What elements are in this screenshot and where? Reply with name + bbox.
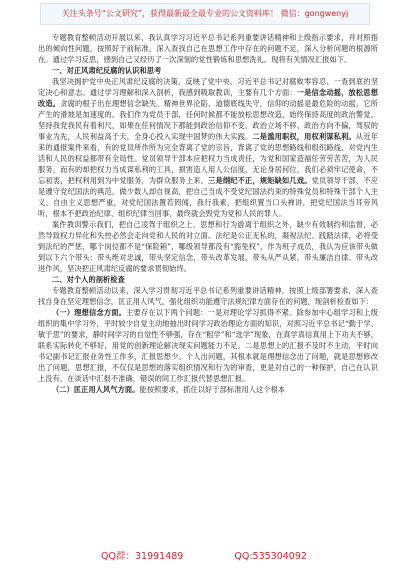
bold-phrase: 二是滥用职权，用权利谋私利。 <box>252 132 356 141</box>
intro-paragraph: 专题教育整顿活动开展以来，我认真学习习近平总书记系列重要讲话精神和上级指示要求，并对照指出的倾向性问题，按照好于前标准，深入查找自己在思想工作中存在的问题不足，深入分析问题的根源所在。通过学习反思，感到自己又经历了一次深刻的党性锻炼和思想洗礼。现将有关情况汇报如下。 <box>38 33 378 64</box>
section-heading-1: 一、对正风肃纪反腐的认识和思考 <box>52 66 162 75</box>
footer-qq-group: QQ群：31991489 <box>101 551 184 562</box>
header-banner[interactable] <box>40 3 370 25</box>
paragraph-belief <box>38 307 378 384</box>
section-heading-2: 二、对个人的剖析检查 <box>52 275 125 284</box>
paragraph-employment <box>38 384 378 395</box>
paragraph-text: 党员领导干部，不应是遵守党纪国法的典范，做少数人却自视高，把自己当成不受党纪国法约束的特殊党员和特殊干部个人主义、自由主义思想严重，对党纪国法置若罔闻，我行我素，把组织置当口头禅讲，把党纪国法当耳旁风听，根本不把政治纪律、组织纪律当回事，最终就会毁党为党和人民的罪人。 <box>38 176 379 218</box>
bold-phrase: 规矩缺如几戏。 <box>259 176 312 185</box>
paragraph-self-check: 专题教育整顿活动以来，深入学习贯彻习近平总书记系列重要讲话精神，按照上级部署要求，深入查找自身在坚定理想信念，匡正用人风气，强化组织功能遵守法规纪律方面存在的问题，现剖析检查如下： <box>38 286 378 306</box>
footer-qq: QQ:535304092 <box>234 551 307 562</box>
bold-phrase: （一）理想信念方面。 <box>52 308 127 317</box>
bold-phrase: （二）匡正用人风气方面。 <box>52 385 140 394</box>
document-body <box>38 32 378 395</box>
paragraph-text: 能按照要求，抓住以好于部标准用人这个根本 <box>139 385 286 394</box>
footer-contacts <box>0 548 408 562</box>
paragraph-text: 我坚决拥护党中央正风肃纪反腐的决策，反映了党中央、习近平总书记对腐败零容忍、一查到底的坚定决心和意志。通过学习理解和深入剖析，我感到吸取教训，主要有几个方面： <box>38 77 378 97</box>
paragraph-lessons <box>38 76 378 219</box>
bold-phrase: 三是纲纪不正， <box>208 176 260 185</box>
bold-phrase: 一是信念动摇，放松思想改造。 <box>38 88 378 108</box>
paragraph-text: 主要存在以下两个问题：一是对理论学习抓得不紧。除参加中心组学习和上级组织的集中学习外，平时较少自觉主动地抽出时间学习政治理论方面的知识，对照习近平总书记“勤于学、敏于思”的要求，静时间学习的自觉性不够强，存在“粗学”和“选学”现象，在真学真信真用上下功夫不够，联系实际转化不够好，用党的创新理论解决现实问题能力不足。二是思想上的汇报不及时不主动，平时向书记副书记汇报业务性工作多，汇报思想少。个人出问题，其根本就是理想信念出了问题，就是思想修改出了问题，思想汇报，不仅仅是思想的落实组织情况和行为的审查，更是对自己的一种保护，自己在认识上没有，在谈话中汇报不准确，错误的同工作汇报代替思想汇报。 <box>38 308 378 383</box>
paragraph-warning: 案件教训警示我们，把自己凌驾于组织之上，思想和行为游离于组织之外，缺少有效制约和监督，必然导致权力异化和失控必然会走向党和人民的对立面。法纪是公正无私的，凝视法纪、践踏法律，必将受到法纪的严惩，哪个岗位都不是“保险箱”，哪级领导都没有“豁免权”，作为班子成员，我认为应该带头做到以下六个带头：带头绝对忠诚，带头坚定信念，带头改革发展，带头从严从紧，带头廉洁自律。带头改进作风，坚决把正风肃纪反腐的要求贯彻始终。 <box>38 220 378 273</box>
paragraph-text: 从近年来的通报案件来看，有的党员所作所为完全背离了党的宗旨，背离了党的思想路线和组织路线，对党内生活和人民的权益都带有全局性。党员领导干部本应把权力当成责任，为党和国家造福任劳劳苦苦，为人民服务，而有的却把权力当成谋私利的工具，损害造人用人公信度，无论身居何位，我们必须牢记使命，不忘初衷，把权利用到为中党服务，为群众服务上来。 <box>38 132 378 185</box>
paragraph-text: 贪腐的根子出在理想信念缺失。精神世界沦陷、道德底线失守，信仰的动摇是最危险的动摇，它所产生的滑坡是加速度的。我们作为党员干部，任何时候都不能放松思想改造，始终保持高度的政治警觉，坚持我党我民有着利尺，如果在任何情况下都能到政治信仰不变、政治立场不移、政治方向不偏，驾驭的事业为先，人民利益高于天，全身心投入实现中国梦的伟大实践。 <box>38 99 378 141</box>
banner-text: 关注头条号“公文研究”，获得最新最全最专业的公文资料库！ 微信：gongwenyj <box>61 9 349 18</box>
